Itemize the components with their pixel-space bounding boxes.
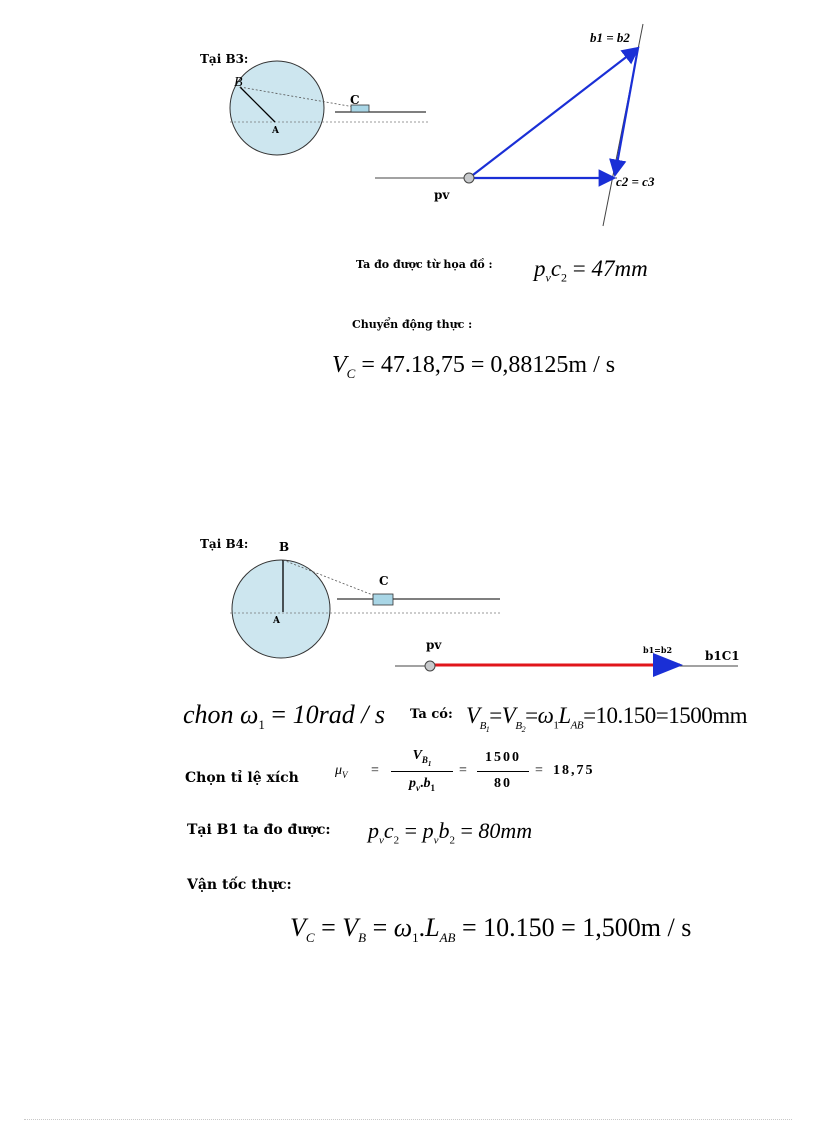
- point-a-label: A: [272, 126, 279, 136]
- speed-value: 10.150 = 1,500m / s: [483, 913, 692, 942]
- point-c-label: C: [350, 93, 360, 107]
- scale-result: 18,75: [553, 763, 595, 778]
- speed-formula: $V_C = V_B = \omega_1.L_{AB} = 10.150 = 1,500m / s$: [290, 913, 692, 946]
- motion-title: Chuyển động thực :: [352, 318, 473, 331]
- crank-circle: [232, 560, 330, 658]
- point-a-label: A: [273, 616, 280, 626]
- pv-label: pv: [434, 188, 450, 202]
- b1-b2-label: b1 = b2: [590, 30, 630, 45]
- omega-value: 10rad / s: [292, 700, 386, 729]
- point-b-label: B: [279, 540, 290, 554]
- pole-pv: [464, 173, 474, 183]
- omega-prefix: chon: [183, 700, 234, 729]
- b1-label: Tại B1 ta đo được:: [187, 822, 331, 838]
- omega-formula: chon $\omega_1 = 10rad / s$: [183, 700, 386, 733]
- scale-numerator: 1500: [485, 750, 521, 765]
- velocity-result: 47.18,75 = 0,88125m / s: [380, 352, 616, 378]
- b1c1-label: b1C1: [705, 649, 740, 663]
- measure-value: 47mm: [591, 256, 648, 281]
- taco-value: 10.150=1500mm: [595, 703, 748, 728]
- b1-formula: $p_vc_2 = p_vb_2 = 80mm$: [368, 818, 533, 847]
- measure-formula: $p_vc_2 = 47mm$: [534, 256, 648, 285]
- crank-circle: [230, 61, 324, 155]
- section-label-b4: Tại B4:: [200, 537, 249, 551]
- pv-label: pv: [426, 638, 442, 652]
- taco-formula: $V_{B_1}=V_{B_2}=\omega_1L_{AB}=10.150=1500mm$: [466, 703, 748, 734]
- scale-denominator: 80: [494, 776, 512, 791]
- c2-c3-label: c2 = c3: [616, 174, 655, 189]
- section-label-b3: Tại B3:: [200, 52, 249, 66]
- slider-c: [373, 594, 393, 605]
- velocity-formula-b3: $V_C = 47.18,75 = 0,88125m / s$: [332, 352, 616, 381]
- measure-text: Ta đo được từ họa đồ :: [356, 258, 493, 271]
- point-b-label: B: [234, 75, 243, 90]
- page-bottom-divider: [24, 1119, 792, 1120]
- velocity-polygon-b3: [370, 20, 670, 230]
- b1-b2-label: b1=b2: [643, 645, 673, 655]
- pole-pv: [425, 661, 435, 671]
- b1-value: 80mm: [478, 818, 533, 843]
- vector-b-c: [615, 48, 638, 175]
- taco-label: Ta có:: [410, 707, 453, 722]
- speed-title: Vận tốc thực:: [187, 877, 292, 893]
- vector-pv-b: [469, 48, 638, 178]
- point-c-label: C: [379, 574, 389, 588]
- scale-label: Chọn tỉ lệ xích: [185, 770, 299, 786]
